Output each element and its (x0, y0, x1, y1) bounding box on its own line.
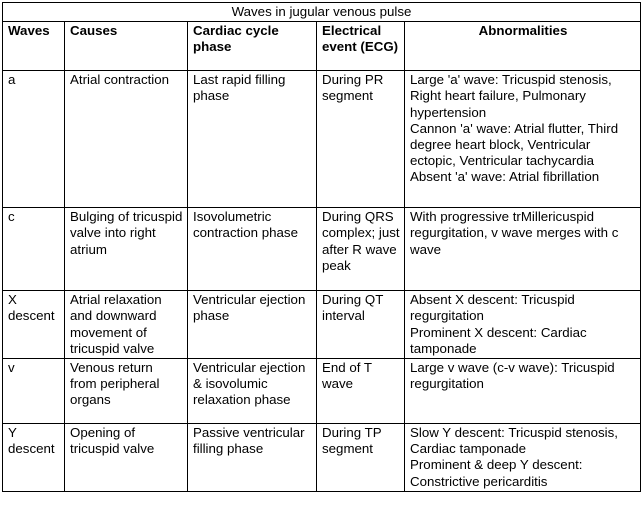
abnormality-item: Absent X descent: Tricuspid regurgitation (410, 292, 575, 324)
abnormalities-cell (405, 208, 641, 291)
abnormality-item: With progressive trMillericuspid regurgitation, v wave merges with c wave (410, 209, 619, 257)
phase-cell: Last rapid filling phase (188, 71, 317, 208)
table-row (3, 208, 641, 291)
phase-cell: Ventricular ejection & isovolumic relaxation phase (188, 359, 317, 424)
abnormalities-cell (405, 291, 641, 359)
table-caption: Waves in jugular venous pulse (3, 3, 641, 22)
ecg-cell: During QT interval (317, 291, 405, 359)
header-causes: Causes (65, 22, 188, 71)
cause-cell: Atrial relaxation and downward movement of tricuspid valve (65, 291, 188, 359)
table-row (3, 424, 641, 492)
abnormality-item: Large v wave (c-v wave): Tricuspid regurgitation (410, 360, 615, 392)
abnormalities-cell (405, 71, 641, 208)
header-row (3, 22, 641, 71)
table-row (3, 71, 641, 208)
cause-cell: Atrial contraction (65, 71, 188, 208)
wave-cell: a (3, 71, 65, 208)
wave-cell: v (3, 359, 65, 424)
ecg-cell: During QRS complex; just after R wave peak (317, 208, 405, 291)
caption-row (3, 3, 641, 22)
phase-cell: Isovolumetric contraction phase (188, 208, 317, 291)
header-waves: Waves (3, 22, 65, 71)
wave-cell: Y descent (3, 424, 65, 492)
abnormality-item: Slow Y descent: Tricuspid stenosis, Cardiac tamponade (410, 425, 618, 457)
cause-cell: Venous return from peripheral organs (65, 359, 188, 424)
phase-cell: Passive ventricular filling phase (188, 424, 317, 492)
ecg-cell: During PR segment (317, 71, 405, 208)
jvp-table-container (2, 2, 641, 492)
abnormalities-cell (405, 424, 641, 492)
header-abnormalities: Abnormalities (405, 22, 641, 71)
ecg-cell: End of T wave (317, 359, 405, 424)
abnormality-item: Absent 'a' wave: Atrial fibrillation (410, 169, 600, 185)
ecg-cell: During TP segment (317, 424, 405, 492)
wave-cell: c (3, 208, 65, 291)
abnormality-item: Large 'a' wave: Tricuspid stenosis, Right heart failure, Pulmonary hypertension (410, 72, 612, 120)
jvp-waves-table (2, 2, 641, 492)
abnormalities-cell (405, 359, 641, 424)
wave-cell: X descent (3, 291, 65, 359)
header-ecg: Electrical event (ECG) (317, 22, 405, 71)
cause-cell: Opening of tricuspid valve (65, 424, 188, 492)
abnormality-item: Prominent & deep Y descent: Constrictive pericarditis (410, 457, 583, 489)
phase-cell: Ventricular ejection phase (188, 291, 317, 359)
table-row (3, 359, 641, 424)
abnormality-item: Cannon 'a' wave: Atrial flutter, Third degree heart block, Ventricular ectopic, Ventricular tachycardia (410, 120, 619, 169)
cause-cell: Bulging of tricuspid valve into right atrium (65, 208, 188, 291)
header-phase: Cardiac cycle phase (188, 22, 317, 71)
abnormality-item: Prominent X descent: Cardiac tamponade (410, 324, 587, 356)
table-row (3, 291, 641, 359)
